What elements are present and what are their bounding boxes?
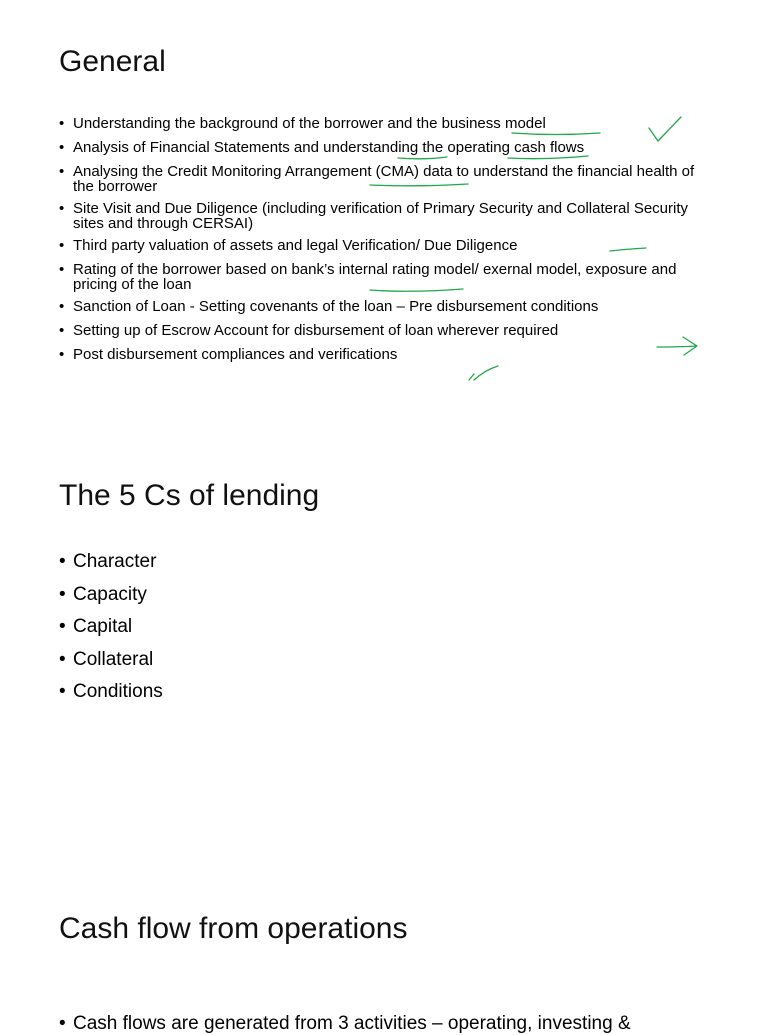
slide-title: General bbox=[59, 45, 166, 78]
list-item: • Sanction of Loan - Setting covenants of the loan – Pre disbursement conditions bbox=[59, 299, 699, 314]
list-item: • Site Visit and Due Diligence (including verification of Primary Security and Collateral Security sites and through CERSAI) bbox=[59, 201, 699, 231]
list-item: • Third party valuation of assets and legal Verification/ Due Diligence bbox=[59, 238, 699, 253]
list-item: • Capital bbox=[59, 616, 699, 638]
list-item: • Collateral bbox=[59, 649, 699, 671]
list-item: • Analysis of Financial Statements and understanding the operating cash flows bbox=[59, 140, 699, 155]
list-item: • Understanding the background of the borrower and the business model bbox=[59, 116, 699, 131]
list-item: • Setting up of Escrow Account for disbursement of loan wherever required bbox=[59, 323, 699, 338]
list-item: • Post disbursement compliances and verifications bbox=[59, 347, 699, 362]
list-item: • Character bbox=[59, 551, 699, 573]
list-item: • Cash flows are generated from 3 activities – operating, investing & bbox=[59, 1013, 699, 1035]
bullet-list bbox=[59, 1013, 699, 1035]
list-item: • Conditions bbox=[59, 681, 699, 703]
list-item: • Rating of the borrower based on bank’s internal rating model/ exernal model, exposure and pricing of the loan bbox=[59, 262, 699, 292]
slide-title: The 5 Cs of lending bbox=[59, 479, 320, 512]
list-item: • Capacity bbox=[59, 584, 699, 606]
slide-title: Cash flow from operations bbox=[59, 912, 408, 945]
list-item: • Analysing the Credit Monitoring Arrangement (CMA) data to understand the financial health of the borrower bbox=[59, 164, 699, 194]
